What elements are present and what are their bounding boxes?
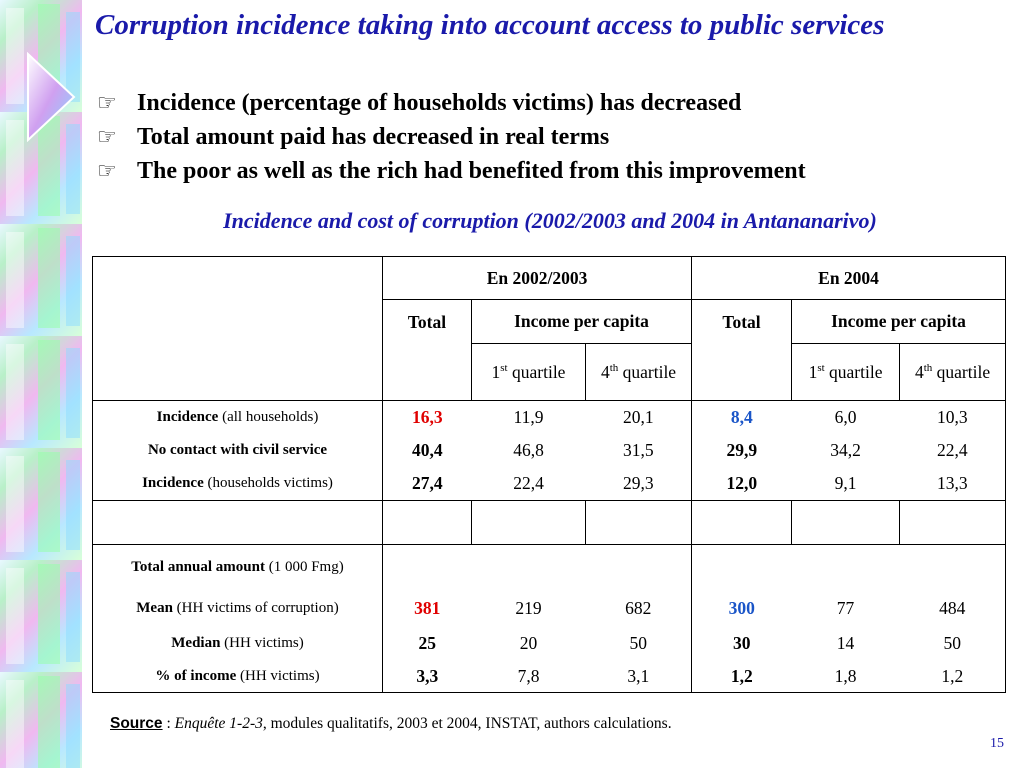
quartile-header-1st: 1st quartile [792,344,900,401]
cell-value: 29,3 [586,468,692,501]
row-label: % of income (HH victims) [93,661,383,693]
empty-cell [792,501,900,545]
cell-value: 13,3 [900,468,1006,501]
empty-cell [792,545,900,591]
cell-value: 381 [383,591,472,626]
cell-value: 31,5 [622,440,654,460]
pointing-hand-icon: ☞ [97,91,117,116]
row-label: No contact with civil service [93,434,383,468]
table-caption: Incidence and cost of corruption (2002/2003 and 2004 in Antananarivo) [223,208,877,233]
empty-cell [900,545,1006,591]
cell-value: 1,2 [900,661,1006,693]
row-label: Mean (HH victims of corruption) [93,591,383,626]
corruption-table [92,256,1006,693]
empty-cell [692,501,792,545]
header-empty-corner [93,257,383,401]
cell-value: 1,2 [692,661,792,693]
cell-value: 8,4 [692,401,792,434]
bullet-text: Total amount paid has decreased in real terms [137,124,610,150]
pointing-hand-icon: ☞ [97,125,117,150]
empty-cell [586,501,692,545]
table-row [93,591,1006,626]
cell-value: 7,8 [472,661,586,693]
table-row [93,545,1006,591]
slide-title: Corruption incidence taking into account access to public services [95,9,885,41]
cell-value: 25 [383,626,472,661]
cell-value: 219 [515,597,542,618]
source-note: Source : Enquête 1-2-3, modules qualitatifs, 2003 et 2004, INSTAT, authors calculations. [110,715,672,732]
table-row [93,401,1006,434]
table-row [93,661,1006,693]
cell-value: 30 [692,626,792,661]
bullet-text: Incidence (percentage of households victims) has decreased [137,90,742,116]
pointing-hand-icon: ☞ [97,159,117,184]
source-label: Source [110,715,163,732]
table-row [93,468,1006,501]
cell-value: 34,2 [830,440,861,460]
decorative-arrow-icon [26,52,76,142]
empty-cell [472,545,586,591]
empty-cell [383,545,472,591]
row-label: Median (HH victims) [93,626,383,661]
cell-value: 77 [836,597,855,618]
bullet-item [97,88,806,122]
cell-value: 40,4 [383,434,472,468]
bullet-text: The poor as well as the rich had benefited from this improvement [137,158,806,184]
cell-value: 20 [519,632,538,653]
cell-value: 29,9 [692,434,792,468]
cell-value: 6,0 [792,401,900,434]
empty-cell [93,501,383,545]
row-label: Incidence (households victims) [93,468,383,501]
cell-value: 16,3 [383,401,472,434]
spacer-row [93,501,1006,545]
cell-value: 22,4 [900,434,1006,468]
row-label: Incidence (all households) [93,401,383,434]
quartile-header-4th: 4th quartile [900,344,1006,401]
page-number: 15 [990,736,1004,751]
bullet-item [97,156,806,190]
cell-value: 12,0 [692,468,792,501]
cell-value: 50 [900,626,1006,661]
cell-value: 1,8 [792,661,900,693]
cell-value: 22,4 [472,468,586,501]
table-row [93,434,1006,468]
cell-value: 11,9 [472,401,586,434]
bullet-item [97,122,806,156]
period-header-2003: En 2002/2003 [383,257,692,300]
period-header-2004: En 2004 [692,257,1006,300]
total-header-2003: Total [383,300,472,401]
cell-value: 682 [625,597,652,618]
bullet-list [97,88,806,190]
cell-value: 50 [629,632,648,653]
cell-value: 20,1 [586,401,692,434]
cell-value: 300 [692,591,792,626]
empty-cell [472,501,586,545]
cell-value: 9,1 [792,468,900,501]
empty-cell [383,501,472,545]
income-header-2004: Income per capita [792,300,1006,344]
quartile-header-1st: 1st quartile [472,344,586,401]
row-label: Total annual amount (1 000 Fmg) [93,545,383,591]
empty-cell [586,545,692,591]
cell-value: 484 [900,591,1006,626]
cell-value: 10,3 [900,401,1006,434]
cell-value: 3,1 [586,661,692,693]
quartile-header-4th: 4th quartile [586,344,692,401]
cell-value: 14 [836,632,855,653]
empty-cell [900,501,1006,545]
cell-value: 3,3 [383,661,472,693]
income-header-2003: Income per capita [472,300,692,344]
total-header-2004: Total [692,300,792,401]
empty-cell [692,545,792,591]
cell-value: 46,8 [513,440,544,460]
source-survey: Enquête 1-2-3 [174,715,263,732]
table-row [93,626,1006,661]
cell-value: 27,4 [383,468,472,501]
decorative-side-stripe [0,0,82,768]
